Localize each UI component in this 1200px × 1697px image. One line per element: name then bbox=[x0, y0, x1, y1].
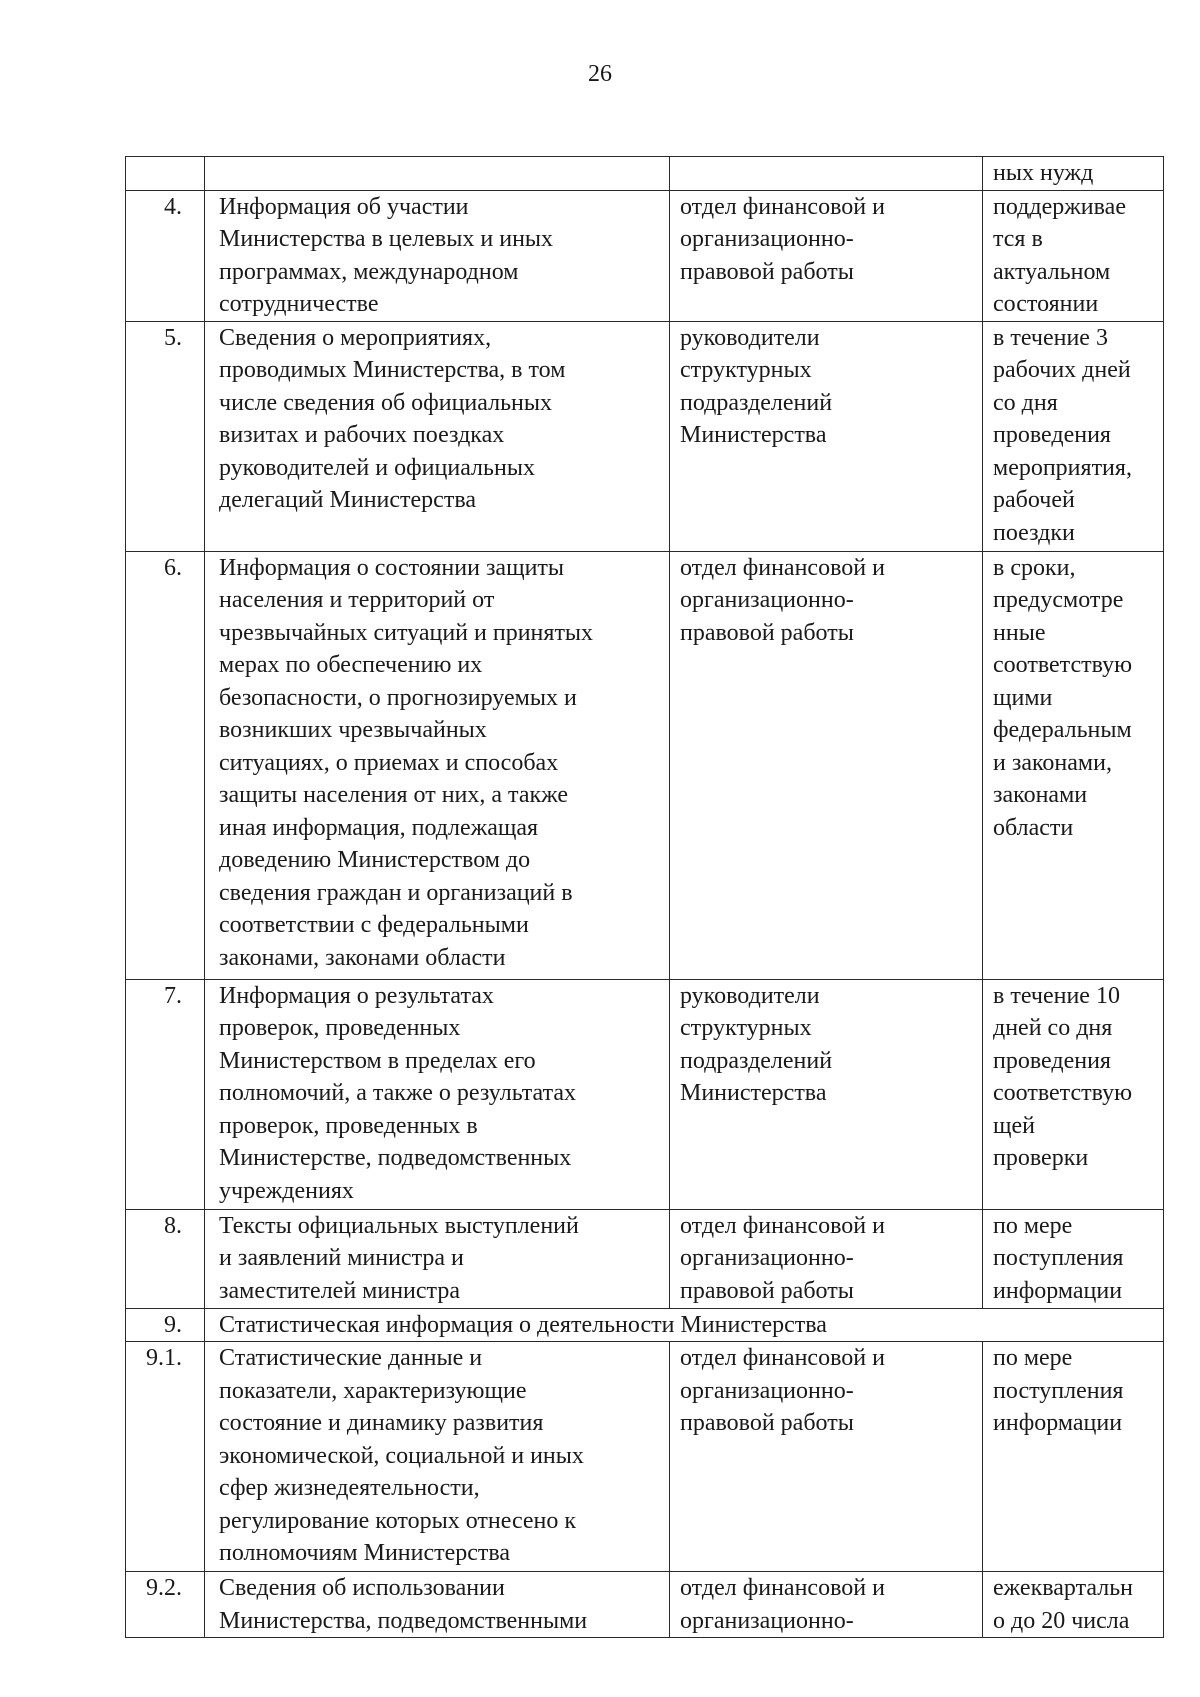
section-title: Статистическая информация о деятельности Министерства bbox=[205, 1308, 1164, 1342]
info-name: Информация о результатах проверок, проведенных Министерством в пределах его полномочий, а также о результатах проверок, проведенных в Министерстве, подведомственных учреждениях bbox=[205, 979, 670, 1209]
table-row bbox=[126, 979, 1164, 1209]
table-row bbox=[126, 1308, 1164, 1342]
term: в сроки, предусмотре нные соответствую щими федеральным и законами, законами области bbox=[983, 551, 1164, 979]
responsible-unit: отдел финансовой и организационно- правовой работы bbox=[670, 1209, 983, 1308]
term: по мере поступления информации bbox=[983, 1209, 1164, 1308]
info-name: Тексты официальных выступлений и заявлений министра и заместителей министра bbox=[205, 1209, 670, 1308]
responsible-unit: руководители структурных подразделений Министерства bbox=[670, 321, 983, 551]
row-number: 4. bbox=[126, 190, 205, 321]
info-name: Сведения о мероприятиях, проводимых Министерства, в том числе сведения об официальных визитах и рабочих поездках руководителей и официальных делегаций Министерства bbox=[205, 321, 670, 551]
term: в течение 10 дней со дня проведения соответствую щей проверки bbox=[983, 979, 1164, 1209]
term: ных нужд bbox=[983, 157, 1164, 191]
table-row bbox=[126, 1209, 1164, 1308]
term: ежеквартальн о до 20 числа bbox=[983, 1572, 1164, 1638]
table-row bbox=[126, 190, 1164, 321]
info-name: Информация об участии Министерства в целевых и иных программах, международном сотрудничестве bbox=[205, 190, 670, 321]
responsible-unit: отдел финансовой и организационно- правовой работы bbox=[670, 1342, 983, 1572]
row-number: 5. bbox=[126, 321, 205, 551]
row-number: 8. bbox=[126, 1209, 205, 1308]
info-name bbox=[205, 157, 670, 191]
row-number: 9.1. bbox=[126, 1342, 205, 1572]
info-name: Сведения об использовании Министерства, подведомственными bbox=[205, 1572, 670, 1638]
table-row bbox=[126, 1572, 1164, 1638]
table-row bbox=[126, 157, 1164, 191]
row-number: 9.2. bbox=[126, 1572, 205, 1638]
row-number bbox=[126, 157, 205, 191]
responsible-unit: руководители структурных подразделений Министерства bbox=[670, 979, 983, 1209]
responsible-unit: отдел финансовой и организационно- правовой работы bbox=[670, 190, 983, 321]
responsible-unit bbox=[670, 157, 983, 191]
table-row bbox=[126, 551, 1164, 979]
term: поддерживае тся в актуальном состоянии bbox=[983, 190, 1164, 321]
row-number: 9. bbox=[126, 1308, 205, 1342]
document-table bbox=[125, 156, 1164, 1638]
row-number: 7. bbox=[126, 979, 205, 1209]
table-row bbox=[126, 1342, 1164, 1572]
term: в течение 3 рабочих дней со дня проведения мероприятия, рабочей поездки bbox=[983, 321, 1164, 551]
responsible-unit: отдел финансовой и организационно- bbox=[670, 1572, 983, 1638]
responsible-unit: отдел финансовой и организационно- правовой работы bbox=[670, 551, 983, 979]
info-name: Информация о состоянии защиты населения и территорий от чрезвычайных ситуаций и принятых мерах по обеспечению их безопасности, о прогнозируемых и возникших чрезвычайных ситуациях, о приемах и способах защиты населения от них, а также иная информация, подлежащая доведению Министерством до сведения граждан и организаций в соответствии с федеральными законами, законами области bbox=[205, 551, 670, 979]
info-name: Статистические данные и показатели, характеризующие состояние и динамику развития экономической, социальной и иных сфер жизнедеятельности, регулирование которых отнесено к полномочиям Министерства bbox=[205, 1342, 670, 1572]
term: по мере поступления информации bbox=[983, 1342, 1164, 1572]
table-row bbox=[126, 321, 1164, 551]
page-number: 26 bbox=[588, 61, 612, 87]
row-number: 6. bbox=[126, 551, 205, 979]
